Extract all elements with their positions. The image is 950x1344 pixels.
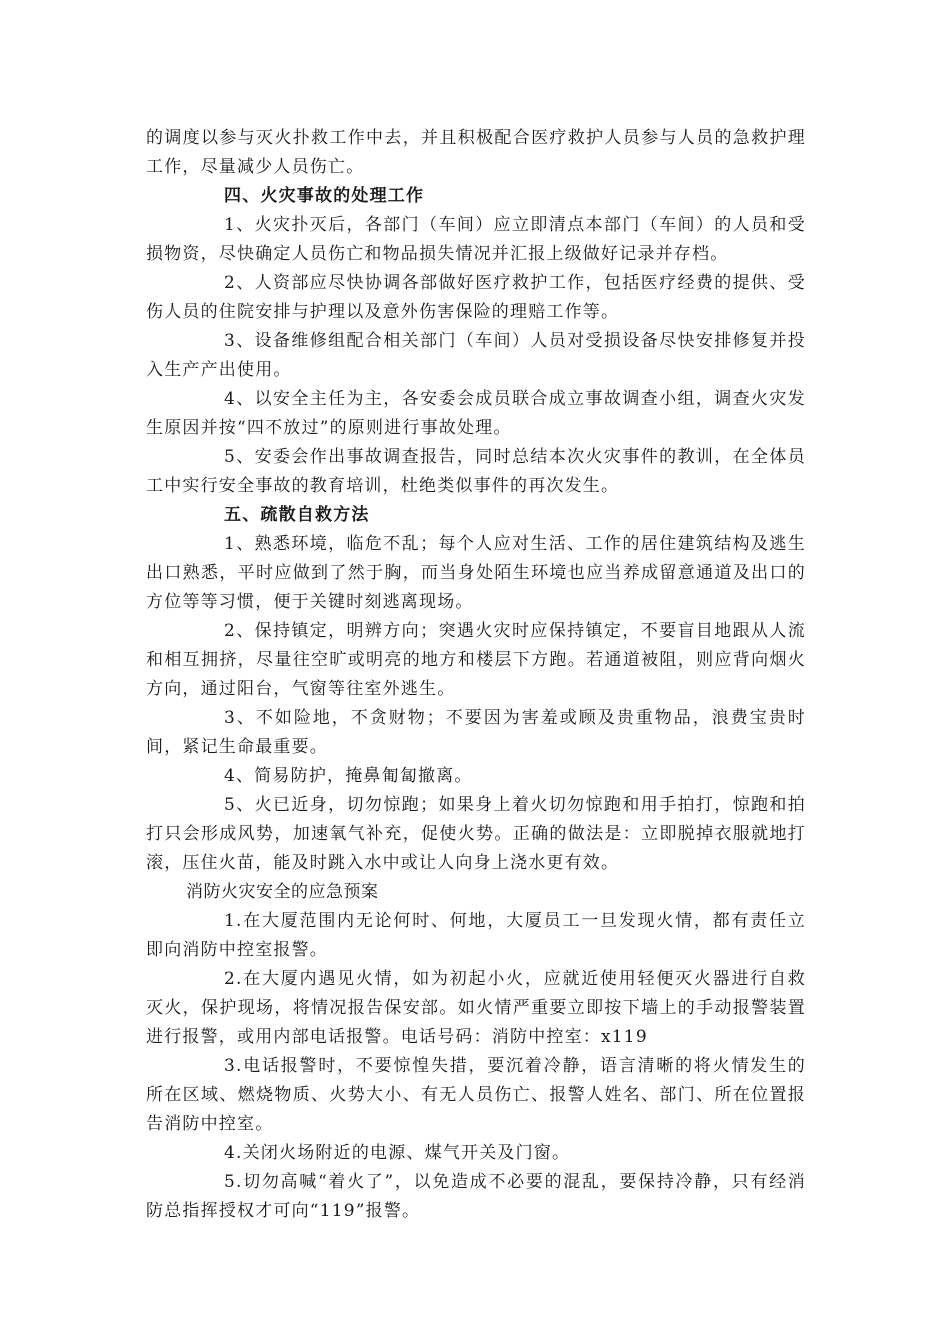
paragraph: 4、以安全主任为主，各安委会成员联合成立事故调查小组，调查火灾发生原因并按“四不放过”的原则进行事故处理。 (146, 389, 806, 438)
paragraph: 5.切勿高喊“着火了”，以免造成不必要的混乱，要保持冷静，只有经消防总指挥授权才可向“119”报警。 (146, 1172, 806, 1221)
section-heading: 四、火灾事故的处理工作 (224, 186, 425, 206)
document-body (146, 124, 806, 1226)
paragraph: 2、保持镇定，明辨方向；突遇火灾时应保持镇定，不要盲目地跟从人流和相互拥挤，尽量往空旷或明亮的地方和楼层下方跑。若通道被阻，则应背向烟火方向，通过阳台，气窗等往室外逃生。 (146, 621, 806, 699)
paragraph: 2.在大厦内遇见火情，如为初起小火，应就近使用轻便灭火器进行自救灭火，保护现场，将情况报告保安部。如火情严重要立即按下墙上的手动报警装置进行报警，或用内部电话报警。电话号码：消防中控室：x119 (146, 969, 806, 1047)
paragraph: 3.电话报警时，不要惊惶失措，要沉着冷静，语言清晰的将火情发生的所在区域、燃烧物质、火势大小、有无人员伤亡、报警人姓名、部门、所在位置报告消防中控室。 (146, 1056, 806, 1134)
paragraph: 3、不如险地，不贪财物；不要因为害羞或顾及贵重物品，浪费宝贵时间，紧记生命最重要。 (146, 708, 806, 757)
paragraph: 1、火灾扑灭后，各部门（车间）应立即清点本部门（车间）的人员和受损物资，尽快确定人员伤亡和物品损失情况并汇报上级做好记录并存档。 (146, 215, 806, 264)
section-heading: 五、疏散自救方法 (224, 505, 370, 525)
paragraph: 5、火已近身，切勿惊跑；如果身上着火切勿惊跑和用手拍打，惊跑和拍打只会形成风势，加速氧气补充，促使火势。正确的做法是：立即脱掉衣服就地打滚，压住火苗，能及时跳入水中或让人向身上浇水更有效。 (146, 795, 806, 873)
paragraph: 5、安委会作出事故调查报告，同时总结本次火灾事件的教训，在全体员工中实行安全事故的教育培训，杜绝类似事件的再次发生。 (146, 447, 806, 496)
paragraph: 4、简易防护，掩鼻匍匐撤离。 (224, 766, 473, 786)
paragraph: 1.在大厦范围内无论何时、何地，大厦员工一旦发现火情，都有责任立即向消防中控室报警。 (146, 911, 806, 960)
paragraph: 3、设备维修组配合相关部门（车间）人员对受损设备尽快安排修复并投入生产产出使用。 (146, 331, 806, 380)
subsection-title: 消防火灾安全的应急预案 (186, 882, 379, 902)
paragraph: 4.关闭火场附近的电源、煤气开关及门窗。 (224, 1143, 571, 1163)
paragraph: 1、熟悉环境，临危不乱；每个人应对生活、工作的居住建筑结构及逃生出口熟悉，平时应做到了然于胸，而当身处陌生环境也应当养成留意通道及出口的方位等等习惯，便于关键时刻逃离现场。 (146, 534, 806, 612)
paragraph: 的调度以参与灭火扑救工作中去，并且积极配合医疗救护人员参与人员的急救护理工作，尽量减少人员伤亡。 (146, 128, 806, 177)
paragraph: 2、人资部应尽快协调各部做好医疗救护工作，包括医疗经费的提供、受伤人员的住院安排与护理以及意外伤害保险的理赔工作等。 (146, 273, 806, 322)
